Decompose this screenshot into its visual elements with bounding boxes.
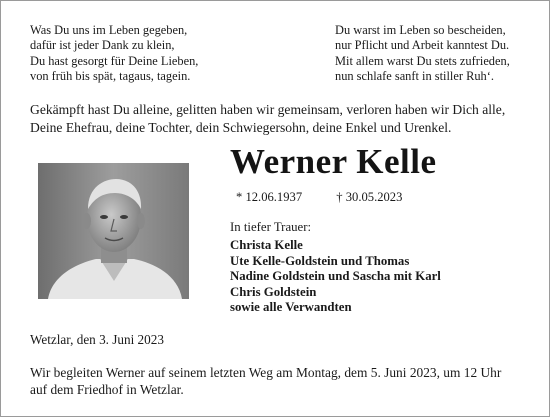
poem-line: dafür ist jeder Dank zu klein, [30,38,175,53]
mourner-name: Nadine Goldstein und Sascha mit Karl [230,269,441,284]
intro-line: Deine Ehefrau, deine Tochter, dein Schwiegersohn, deine Enkel und Urenkel. [30,119,452,135]
intro-text [30,101,530,136]
poem-right [335,23,510,85]
place-date: Wetzlar, den 3. Juni 2023 [30,332,164,347]
mourning-lead: In tiefer Trauer: [230,220,312,234]
mourner-name: sowie alle Verwandten [230,300,352,315]
poem-line: Du hast gesorgt für Deine Lieben, [30,53,199,68]
death-date: † 30.05.2023 [336,190,403,204]
poem-left [30,23,198,85]
poem-line: von früh bis spät, tagaus, tagein. [30,69,191,84]
poem-line: Mit allem warst Du stets zufrieden, [335,53,510,68]
service-line: Wir begleiten Werner auf seinem letzten Weg am Montag, dem 5. Juni 2023, um 12 Uhr [30,365,502,380]
poem-line: nun schlafe sanft in stiller Ruh‘. [335,69,494,84]
poem-line: nur Pflicht und Arbeit kanntest Du. [335,38,510,53]
birth-date: * 12.06.1937 [236,190,303,204]
mourner-name: Chris Goldstein [230,284,317,299]
mourner-name: Christa Kelle [230,238,303,253]
poem-line: Du warst im Leben so bescheiden, [335,23,506,37]
poem-line: Was Du uns im Leben gegeben, [30,23,188,37]
portrait-photo [38,163,189,299]
mourners-block [230,220,441,315]
intro-line: Gekämpft hast Du alleine, gelitten haben wir gemeinsam, verloren haben wir Dich alle, [30,102,506,117]
service-line: auf dem Friedhof in Wetzlar. [30,382,184,397]
service-announcement [30,364,526,398]
mourner-name: Ute Kelle-Goldstein und Thomas [230,253,410,268]
life-dates [236,189,402,205]
deceased-name: Werner Kelle [230,142,437,181]
